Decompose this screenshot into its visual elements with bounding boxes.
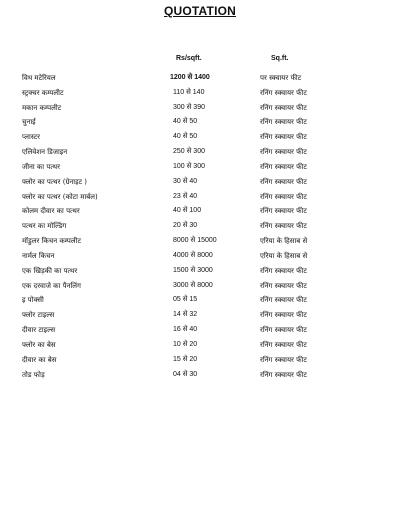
table-row <box>22 71 382 86</box>
item-name: स्ट्रक्चर कम्पलीट <box>22 88 64 97</box>
item-unit: रनिंग स्क्वायर फीट <box>260 281 307 290</box>
item-rate: 40 से 50 <box>173 118 198 126</box>
item-rate: 40 से 50 <box>173 133 198 141</box>
table-row <box>22 175 382 190</box>
table-row <box>22 279 382 294</box>
item-rate: 16 से 40 <box>173 326 198 334</box>
item-name: पत्थर का मोल्डिंग <box>22 222 67 231</box>
item-unit: रनिंग स्क्वायर फीट <box>260 133 307 142</box>
table-row <box>22 249 382 264</box>
item-unit: पर स्क्वायर फीट <box>260 74 302 82</box>
item-rate: 8000 से 15000 <box>173 237 217 245</box>
item-name: फ्लोर का पत्थर (कोटा मार्बल) <box>22 192 98 201</box>
item-unit: रनिंग स्क्वायर फीट <box>260 266 307 275</box>
item-unit: रनिंग स्क्वायर फीट <box>260 370 307 379</box>
item-name: जीना का पत्थर <box>22 162 60 171</box>
item-name: चुनाई <box>22 118 36 127</box>
item-rate: 20 से 30 <box>173 222 198 230</box>
table-row <box>22 323 382 338</box>
item-unit: रनिंग स्क्वायर फीट <box>260 162 307 171</box>
item-unit: रनिंग स्क्वायर फीट <box>260 148 307 157</box>
item-unit: रनिंग स्क्वायर फीट <box>260 88 307 97</box>
table-row <box>22 204 382 219</box>
item-name: फ्लोर का बेस <box>22 340 56 349</box>
item-rate: 110 से 140 <box>173 88 205 96</box>
item-name: फ्लोर टाइल्स <box>22 311 55 320</box>
item-rate: 1200 से 1400 <box>170 74 210 81</box>
item-name: तोड फोड़ <box>22 370 45 379</box>
table-row <box>22 145 382 160</box>
item-name: फ्लोर का पत्थर (ग्रेनाइट ) <box>22 177 88 186</box>
item-name: दीवार का बेस <box>22 355 57 364</box>
table-row <box>22 353 382 368</box>
table-row <box>22 368 382 383</box>
item-unit: रनिंग स्क्वायर फीट <box>260 311 307 320</box>
item-name: एलिवेशन डिजाइन <box>22 148 68 157</box>
item-name: एक दरवाजे का पैनलिंग <box>22 281 81 290</box>
table-row <box>22 115 382 130</box>
item-name: मकान कम्पलीट <box>22 103 62 112</box>
table-row <box>22 101 382 116</box>
item-name: नार्मल किचन <box>22 251 55 260</box>
table-row <box>22 293 382 308</box>
document-title: QUOTATION <box>163 4 236 18</box>
rate-column-header: Rs/sqft. <box>176 55 202 62</box>
item-rate: 14 से 32 <box>173 311 198 319</box>
item-rate: 05 से 15 <box>173 296 198 304</box>
item-name: प्लास्टर <box>22 133 40 142</box>
item-name: मॉडुलर किचन कम्पलीट <box>22 237 81 246</box>
item-rate: 1500 से 3000 <box>173 266 213 274</box>
item-unit: रनिंग स्क्वायर फीट <box>260 177 307 186</box>
item-name: इ पोक्सी <box>22 296 44 305</box>
item-rate: 04 से 30 <box>173 370 198 378</box>
item-unit: रनिंग स्क्वायर फीट <box>260 192 307 201</box>
item-unit: रनिंग स्क्वायर फीट <box>260 340 307 349</box>
table-row <box>22 308 382 323</box>
item-unit: रनिंग स्क्वायर फीट <box>260 207 307 216</box>
item-name: एक खिड़की का पत्थर <box>22 266 78 275</box>
item-unit: रनिंग स्क्वायर फीट <box>260 222 307 231</box>
item-rate: 3000 से 8000 <box>173 281 213 289</box>
table-row <box>22 264 382 279</box>
item-unit: रनिंग स्क्वायर फीट <box>260 355 307 364</box>
table-row <box>22 130 382 145</box>
item-unit: एरिया के हिसाब से <box>260 251 308 260</box>
unit-column-header: Sq.ft. <box>271 55 289 62</box>
item-name: कोलम दीवार का पत्थर <box>22 207 80 216</box>
table-row <box>22 190 382 205</box>
item-rate: 300 से 390 <box>173 103 205 111</box>
table-row <box>22 160 382 175</box>
item-unit: रनिंग स्क्वायर फीट <box>260 118 307 127</box>
item-unit: रनिंग स्क्वायर फीट <box>260 103 307 112</box>
item-name: दीवार टाइल्स <box>22 326 56 335</box>
item-rate: 10 से 20 <box>173 340 198 348</box>
item-rate: 250 से 300 <box>173 148 205 156</box>
item-rate: 4000 से 8000 <box>173 251 213 259</box>
item-name: विथ मटेरियल <box>22 74 56 82</box>
table-row <box>22 234 382 249</box>
item-rate: 15 से 20 <box>173 355 198 363</box>
item-unit: रनिंग स्क्वायर फीट <box>260 326 307 335</box>
table-row <box>22 86 382 101</box>
rate-table <box>22 71 382 382</box>
item-rate: 30 से 40 <box>173 177 198 185</box>
item-unit: रनिंग स्क्वायर फीट <box>260 296 307 305</box>
item-unit: एरिया के हिसाब से <box>260 237 308 246</box>
table-row <box>22 219 382 234</box>
item-rate: 100 से 300 <box>173 162 205 170</box>
table-row <box>22 338 382 353</box>
item-rate: 40 से 100 <box>173 207 202 215</box>
item-rate: 23 से 40 <box>173 192 198 200</box>
